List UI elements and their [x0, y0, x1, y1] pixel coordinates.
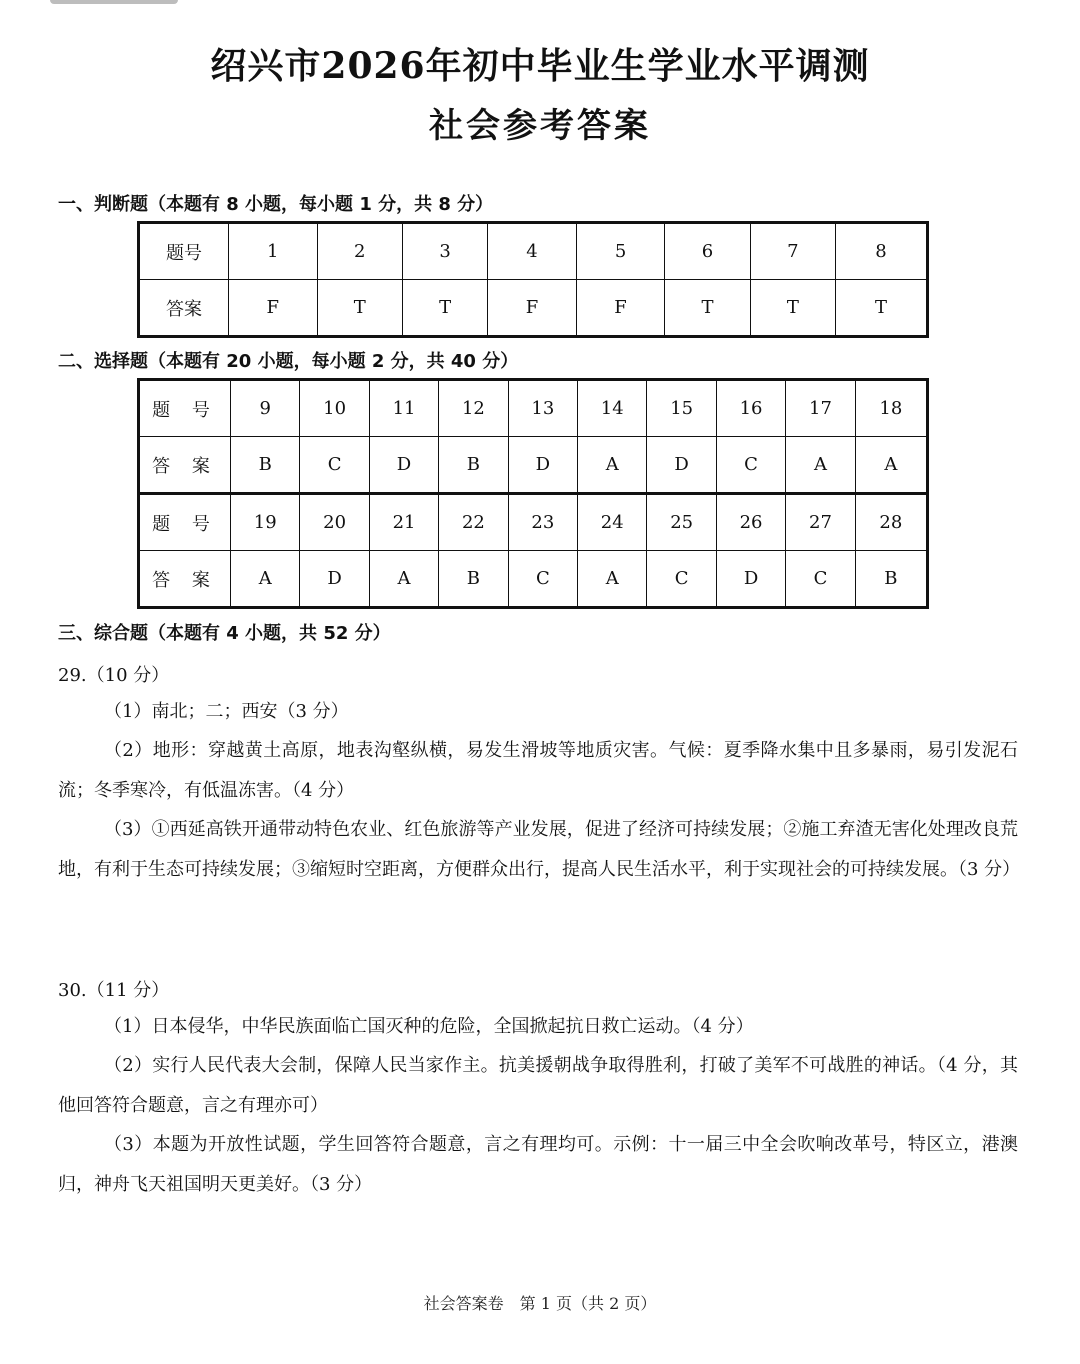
table-row — [139, 223, 928, 280]
page-footer: 社会答案卷 第 1 页（共 2 页） — [423, 1294, 657, 1313]
scroll-indicator — [50, 0, 178, 4]
table-cell: A — [786, 437, 855, 494]
true-false-answer-table — [137, 221, 929, 338]
table-cell: 1 — [229, 223, 318, 280]
table-cell: 3 — [402, 223, 487, 280]
table-cell: C — [300, 437, 369, 494]
table-cell: 8 — [836, 223, 928, 280]
row-label-answer: 答案 — [139, 280, 229, 337]
table-cell: T — [665, 280, 750, 337]
document-subtitle: 社会参考答案 — [429, 106, 651, 146]
section2-heading: 二、选择题（本题有 20 小题，每小题 2 分，共 40 分） — [58, 351, 519, 372]
table-row — [139, 280, 928, 337]
row-label-number: 题 号 — [139, 494, 231, 551]
table-cell: 9 — [231, 380, 300, 437]
table-row — [139, 551, 928, 608]
table-cell: D — [647, 437, 716, 494]
table-cell: D — [716, 551, 785, 608]
table-cell: 16 — [716, 380, 785, 437]
table-cell: 23 — [508, 494, 577, 551]
table-cell: D — [508, 437, 577, 494]
table-cell: 2 — [317, 223, 402, 280]
table-cell: A — [231, 551, 300, 608]
table-cell: A — [855, 437, 927, 494]
table-cell: D — [300, 551, 369, 608]
table-row — [139, 380, 928, 437]
table-row — [139, 494, 928, 551]
table-cell: 13 — [508, 380, 577, 437]
q30-part2: （2）实行人民代表大会制，保障人民当家作主。抗美援朝战争取得胜利，打破了美军不可战胜的神话。（4 分，其他回答符合题意，言之有理亦可） — [58, 1055, 1018, 1116]
table-cell: 14 — [578, 380, 647, 437]
table-cell: 27 — [786, 494, 855, 551]
table-cell: 17 — [786, 380, 855, 437]
table-cell: 22 — [439, 494, 508, 551]
table-cell: 7 — [750, 223, 835, 280]
row-label-answer: 答 案 — [139, 437, 231, 494]
q30-part1: （1）日本侵华，中华民族面临亡国灭种的危险，全国掀起抗日救亡运动。（4 分） — [104, 1016, 754, 1037]
table-cell: B — [855, 551, 927, 608]
q29-part2: （2）地形：穿越黄土高原，地表沟壑纵横，易发生滑坡等地质灾害。气候：夏季降水集中且多暴雨，易引发泥石流；冬季寒冷，有低温冻害。（4 分） — [58, 740, 1018, 801]
table-cell: T — [402, 280, 487, 337]
table-cell: 18 — [855, 380, 927, 437]
table-cell: 12 — [439, 380, 508, 437]
table-cell: A — [369, 551, 438, 608]
table-cell: 20 — [300, 494, 369, 551]
table-cell: 5 — [576, 223, 665, 280]
section1-heading: 一、判断题（本题有 8 小题，每小题 1 分，共 8 分） — [58, 194, 494, 215]
table-cell: F — [488, 280, 577, 337]
table-cell: A — [578, 437, 647, 494]
table-cell: 6 — [665, 223, 750, 280]
table-cell: B — [231, 437, 300, 494]
table-cell: 11 — [369, 380, 438, 437]
table-cell: T — [317, 280, 402, 337]
table-cell: 21 — [369, 494, 438, 551]
table-cell: C — [647, 551, 716, 608]
table-row — [139, 437, 928, 494]
table-cell: 24 — [578, 494, 647, 551]
q30-title: 30.（11 分） — [58, 980, 170, 1001]
table-cell: A — [578, 551, 647, 608]
table-cell: T — [750, 280, 835, 337]
table-cell: C — [508, 551, 577, 608]
document-title: 绍兴市2026年初中毕业生学业水平调测 — [210, 45, 870, 87]
q30-part3: （3）本题为开放性试题，学生回答符合题意，言之有理均可。示例：十一届三中全会吹响改革号，特区立，港澳归，神舟飞天祖国明天更美好。（3 分） — [58, 1134, 1018, 1195]
table-cell: 26 — [716, 494, 785, 551]
row-label-number: 题号 — [139, 223, 229, 280]
section3-heading: 三、综合题（本题有 4 小题，共 52 分） — [58, 623, 391, 644]
table-cell: 28 — [855, 494, 927, 551]
table-cell: 4 — [488, 223, 577, 280]
table-cell: T — [836, 280, 928, 337]
table-cell: B — [439, 551, 508, 608]
q29-part1: （1）南北；二；西安（3 分） — [104, 701, 349, 722]
table-cell: F — [576, 280, 665, 337]
table-cell: 19 — [231, 494, 300, 551]
q29-title: 29.（10 分） — [58, 665, 170, 686]
table-cell: B — [439, 437, 508, 494]
table-cell: 25 — [647, 494, 716, 551]
row-label-number: 题 号 — [139, 380, 231, 437]
table-cell: 10 — [300, 380, 369, 437]
table-cell: F — [229, 280, 318, 337]
multiple-choice-answer-table — [137, 378, 929, 609]
table-cell: C — [786, 551, 855, 608]
row-label-answer: 答 案 — [139, 551, 231, 608]
table-cell: 15 — [647, 380, 716, 437]
q29-part3: （3）①西延高铁开通带动特色农业、红色旅游等产业发展，促进了经济可持续发展；②施工弃渣无害化处理改良荒地，有利于生态可持续发展；③缩短时空距离，方便群众出行，提高人民生活水平，利于实现社会的可持续发展。（3 分） — [58, 819, 1021, 880]
table-cell: D — [369, 437, 438, 494]
table-cell: C — [716, 437, 785, 494]
